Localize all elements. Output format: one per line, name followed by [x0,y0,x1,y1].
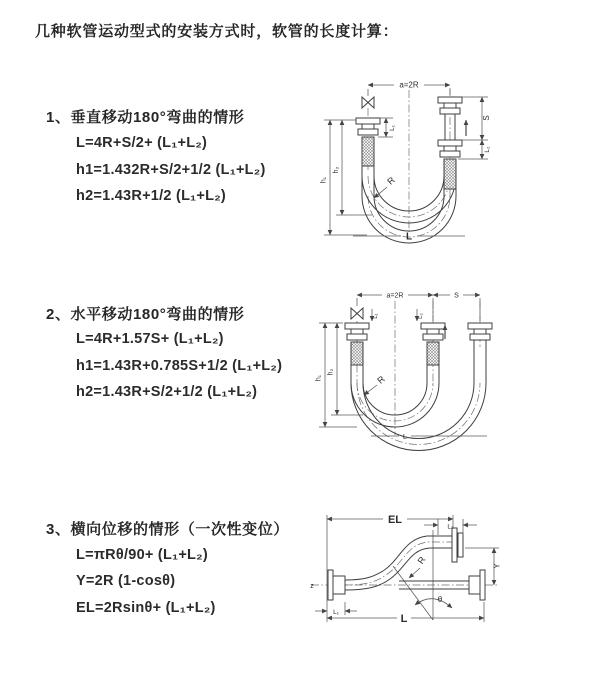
braid-section [351,342,363,365]
section-2-heading: 2、水平移动180°弯曲的情形 [46,306,245,323]
braid-section [427,342,439,365]
section-3-formula-y: Y=2R (1-cosθ) [76,573,176,589]
lower-right-flange [469,570,485,600]
dim-label-l: L [402,432,408,441]
braid-section [362,137,374,166]
dimension-lines [315,513,499,623]
dimension-labels [321,81,492,243]
construction-lines [393,530,452,620]
dim-label-theta: θ [437,595,443,604]
flange-3 [468,323,492,340]
diagram-lateral-offset [303,502,505,662]
hose-body [351,340,486,451]
dim-label-h2: h₂ [327,368,335,376]
dim-label-l: L [400,613,408,625]
dim-label-span: a=2R [386,292,404,300]
section-1-formula-h2: h2=1.43R+1/2 (L₁+L₂) [76,188,227,204]
page-title: 几种软管运动型式的安装方式时，软管的长度计算： [35,23,399,40]
valve-symbol [351,308,363,319]
dim-label-s: S [454,292,459,300]
section-3-heading: 3、横向位移的情形（一次性变位） [46,521,289,538]
dim-label-r: R [415,554,428,566]
dim-label-y: Y [492,563,502,569]
dim-label-l1: L₁ [373,313,379,319]
section-2-formula-h2: h2=1.43R+S/2+1/2 (L₁+L₂) [76,384,258,400]
braid-section [444,159,456,189]
section-3-formula-el: EL=2Rsinθ+ (L₁+L₂) [76,600,216,616]
dimension-lines [324,80,488,237]
left-flange [356,118,380,166]
valve-symbol [362,97,374,108]
diagram-vertical-bend [315,58,500,250]
right-flange-upper [438,97,462,114]
right-flange-lower [438,140,462,189]
dimension-labels [310,514,501,625]
dim-label-l2: L₂ [418,313,424,319]
dim-label-s: S [482,115,491,121]
dim-label-h1: h₁ [320,176,328,184]
flange-1 [345,323,369,365]
left-flange [328,570,345,600]
flange-2 [421,323,445,365]
dim-label-l: L [405,231,413,243]
upper-right-flange [452,528,463,562]
dim-label-l1: L₁ [389,125,396,131]
dim-label-l2: L₂ [484,146,491,153]
section-2-formula-l: L=4R+1.57S+ (L₁+L₂) [76,331,224,347]
dim-label-l1: L₁ [333,609,339,616]
dim-label-el: EL [387,514,403,526]
dim-label-r: R [375,373,387,386]
section-1-formula-l: L=4R+S/2+ (L₁+L₂) [76,135,208,151]
dim-label-r: R [385,174,397,187]
dim-label-l2: L₂ [447,523,454,531]
dim-label-h2: h₂ [333,166,340,174]
diagram-horizontal-bend [315,283,500,458]
section-2-formula-h1: h1=1.43R+0.785S+1/2 (L₁+L₂) [76,358,283,374]
centerline-break-mark: z [310,583,314,590]
centerlines [368,88,450,237]
dim-label-span: a=2R [399,80,419,90]
section-3-formula-l: L=πRθ/90+ (L₁+L₂) [76,547,208,563]
dim-label-h1: h₁ [315,374,323,382]
section-1-heading: 1、垂直移动180°弯曲的情形 [46,109,245,126]
hose-body [345,536,452,590]
section-1-formula-h1: h1=1.432R+S/2+1/2 (L₁+L₂) [76,162,266,178]
